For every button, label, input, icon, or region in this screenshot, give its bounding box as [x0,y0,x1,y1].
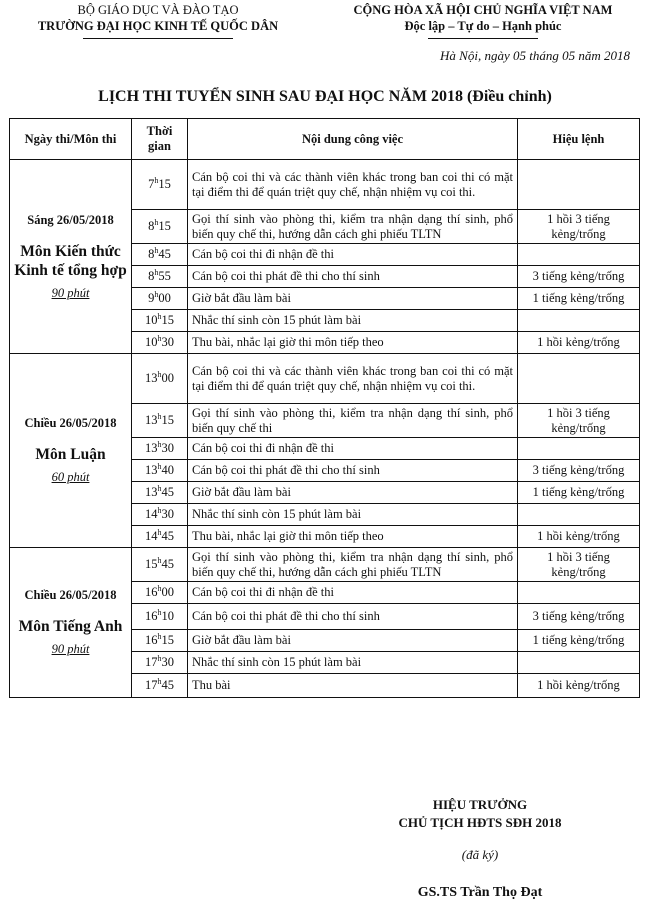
time-cell [132,504,188,526]
time-minute: 45 [158,247,171,262]
signal-cell: 1 tiếng kẻng/trống [518,482,640,504]
task-cell: Giờ bắt đầu làm bài [188,288,518,310]
session-subject: Môn Kiến thức Kinh tế tổng hợp [14,242,127,279]
time-cell [132,482,188,504]
signal-cell: 1 tiếng kẻng/trống [518,630,640,652]
task-cell: Cán bộ coi thi đi nhận đề thi [188,438,518,460]
session-subject: Môn Luận [35,446,106,463]
signal-cell [518,310,640,332]
time-hour-mark: h [154,218,159,228]
time-minute: 15 [158,219,171,234]
signal-cell: 1 hồi kẻng/trống [518,526,640,548]
signer-role: HIỆU TRƯỞNG [432,797,528,812]
signature-block [340,796,620,902]
time-cell [132,210,188,244]
time-hour: 17 [145,678,158,693]
issuer-block [28,2,288,39]
time-minute: 30 [161,335,174,350]
time-hour: 13 [145,413,158,428]
time-minute: 45 [161,529,174,544]
time-cell [132,244,188,266]
time-hour: 10 [145,313,158,328]
time-minute: 00 [158,291,171,306]
signed-note: (đã ký) [461,847,499,862]
task-cell: Gọi thí sinh vào phòng thi, kiểm tra nhận dạng thí sinh, phổ biến quy chế thi, hướng dẫn cách ghi phiếu TLTN [188,548,518,582]
time-hour-mark: h [157,654,162,664]
time-cell [132,160,188,210]
motto-underline [428,38,538,39]
time-hour-mark: h [157,506,162,516]
time-hour: 13 [145,441,158,456]
signal-cell: 3 tiếng kẻng/trống [518,266,640,288]
time-minute: 40 [161,463,174,478]
time-hour-mark: h [154,290,159,300]
time-hour: 15 [145,557,158,572]
table-row [10,160,640,210]
task-cell: Gọi thí sinh vào phòng thi, kiểm tra nhận dạng thí sinh, phổ biến quy chế thi, hướng dẫn cách ghi phiếu TLTN [188,210,518,244]
document-date: Hà Nội, ngày 05 tháng 05 năm 2018 [440,48,630,63]
time-minute: 45 [161,485,174,500]
time-hour-mark: h [154,268,159,278]
task-cell: Cán bộ coi thi đi nhận đề thi [188,582,518,604]
time-cell [132,310,188,332]
time-minute: 30 [161,655,174,670]
time-hour-mark: h [157,312,162,322]
time-hour-mark: h [154,176,159,186]
header-task: Nội dung công việc [188,119,518,160]
time-hour: 8 [148,219,155,234]
university-name: TRƯỜNG ĐẠI HỌC KINH TẾ QUỐC DÂN [37,19,279,33]
time-minute: 15 [161,413,174,428]
session-duration: 60 phút [51,470,90,484]
signal-cell [518,160,640,210]
signal-cell: 1 hồi 3 tiếng kẻng/trống [518,210,640,244]
session-cell [10,354,132,548]
signer-council-role: CHỦ TỊCH HĐTS SĐH 2018 [398,815,562,830]
time-minute: 15 [161,313,174,328]
time-hour-mark: h [157,484,162,494]
time-hour-mark: h [157,440,162,450]
task-cell: Nhắc thí sinh còn 15 phút làm bài [188,504,518,526]
time-hour-mark: h [157,370,162,380]
schedule-body [10,160,640,698]
time-hour: 16 [145,585,158,600]
task-cell: Thu bài, nhắc lại giờ thi môn tiếp theo [188,332,518,354]
task-cell: Thu bài [188,674,518,698]
time-cell [132,460,188,482]
task-cell: Cán bộ coi thi và các thành viên khác trong ban coi thi có mặt tại điểm thi để quán triệt quy chế, nhận nhiệm vụ coi thi. [188,160,518,210]
time-hour-mark: h [157,412,162,422]
session-date: Sáng 26/05/2018 [27,212,114,227]
time-cell [132,354,188,404]
time-hour-mark: h [157,334,162,344]
session-date: Chiều 26/05/2018 [24,416,117,430]
signal-cell: 1 hồi kẻng/trống [518,332,640,354]
session-subject: Môn Tiếng Anh [18,618,123,635]
signal-cell [518,354,640,404]
time-cell [132,548,188,582]
time-hour: 13 [145,371,158,386]
signer-name: GS.TS Trần Thọ Đạt [417,885,543,900]
national-motto-block [322,2,644,39]
signal-cell: 1 tiếng kẻng/trống [518,288,640,310]
time-cell [132,332,188,354]
header-signal: Hiệu lệnh [518,119,640,160]
time-cell [132,582,188,604]
time-cell [132,288,188,310]
time-hour-mark: h [157,556,162,566]
time-minute: 45 [161,678,174,693]
time-hour: 13 [145,463,158,478]
time-minute: 00 [161,371,174,386]
time-hour: 16 [145,633,158,648]
signal-cell [518,504,640,526]
task-cell: Cán bộ coi thi và các thành viên khác trong ban coi thi có mặt tại điểm thi để quán triệt quy chế, nhận nhiệm vụ coi thi. [188,354,518,404]
time-minute: 00 [161,585,174,600]
signal-cell: 1 hồi 3 tiếng kẻng/trống [518,404,640,438]
issuer-underline [83,38,233,39]
time-hour-mark: h [157,584,162,594]
task-cell: Nhắc thí sinh còn 15 phút làm bài [188,652,518,674]
task-cell: Thu bài, nhắc lại giờ thi môn tiếp theo [188,526,518,548]
time-minute: 15 [158,177,171,192]
task-cell: Giờ bắt đầu làm bài [188,630,518,652]
time-hour-mark: h [157,632,162,642]
time-cell [132,604,188,630]
table-header-row [10,119,640,160]
time-hour-mark: h [157,677,162,687]
time-cell [132,652,188,674]
time-hour: 13 [145,485,158,500]
time-hour: 10 [145,335,158,350]
signal-cell [518,652,640,674]
signal-cell: 3 tiếng kẻng/trống [518,604,640,630]
time-hour: 16 [145,609,158,624]
time-minute: 10 [161,609,174,624]
signal-cell [518,582,640,604]
time-cell [132,438,188,460]
time-hour: 9 [148,291,155,306]
signal-cell: 3 tiếng kẻng/trống [518,460,640,482]
task-cell: Cán bộ coi thi phát đề thi cho thí sinh [188,604,518,630]
time-cell [132,404,188,438]
time-minute: 30 [161,507,174,522]
time-hour: 8 [148,247,155,262]
signal-cell [518,438,640,460]
time-minute: 55 [158,269,171,284]
session-duration: 90 phút [51,642,90,656]
signal-cell [518,244,640,266]
table-row [10,354,640,404]
time-hour: 8 [148,269,155,284]
time-cell [132,266,188,288]
table-row [10,548,640,582]
task-cell: Cán bộ coi thi phát đề thi cho thí sinh [188,266,518,288]
time-hour: 7 [148,177,155,192]
task-cell: Giờ bắt đầu làm bài [188,482,518,504]
time-minute: 30 [161,441,174,456]
time-hour-mark: h [157,608,162,618]
signal-cell: 1 hồi 3 tiếng kẻng/trống [518,548,640,582]
session-duration: 90 phút [51,285,90,300]
time-cell [132,630,188,652]
time-cell [132,526,188,548]
time-hour: 14 [145,529,158,544]
session-date: Chiều 26/05/2018 [24,588,117,602]
time-hour-mark: h [157,528,162,538]
motto: Độc lập – Tự do – Hạnh phúc [404,19,562,33]
task-cell: Gọi thí sinh vào phòng thi, kiểm tra nhận dạng thí sinh, phổ biến quy chế thi [188,404,518,438]
header-time: Thời gian [132,119,188,160]
time-minute: 15 [161,633,174,648]
signal-cell: 1 hồi kẻng/trống [518,674,640,698]
document-title: LỊCH THI TUYỂN SINH SAU ĐẠI HỌC NĂM 2018 (Điều chỉnh) [98,88,552,105]
time-minute: 45 [161,557,174,572]
session-cell [10,160,132,354]
header-date-subject: Ngày thi/Môn thi [10,119,132,160]
time-hour: 14 [145,507,158,522]
time-hour-mark: h [157,462,162,472]
session-cell [10,548,132,698]
time-cell [132,674,188,698]
task-cell: Cán bộ coi thi phát đề thi cho thí sinh [188,460,518,482]
exam-schedule-table [9,118,640,698]
time-hour: 17 [145,655,158,670]
task-cell: Nhắc thí sinh còn 15 phút làm bài [188,310,518,332]
republic-name: CỘNG HÒA XÃ HỘI CHỦ NGHĨA VIỆT NAM [353,3,613,17]
time-hour-mark: h [154,246,159,256]
ministry-name: BỘ GIÁO DỤC VÀ ĐÀO TẠO [77,3,239,17]
task-cell: Cán bộ coi thi đi nhận đề thi [188,244,518,266]
